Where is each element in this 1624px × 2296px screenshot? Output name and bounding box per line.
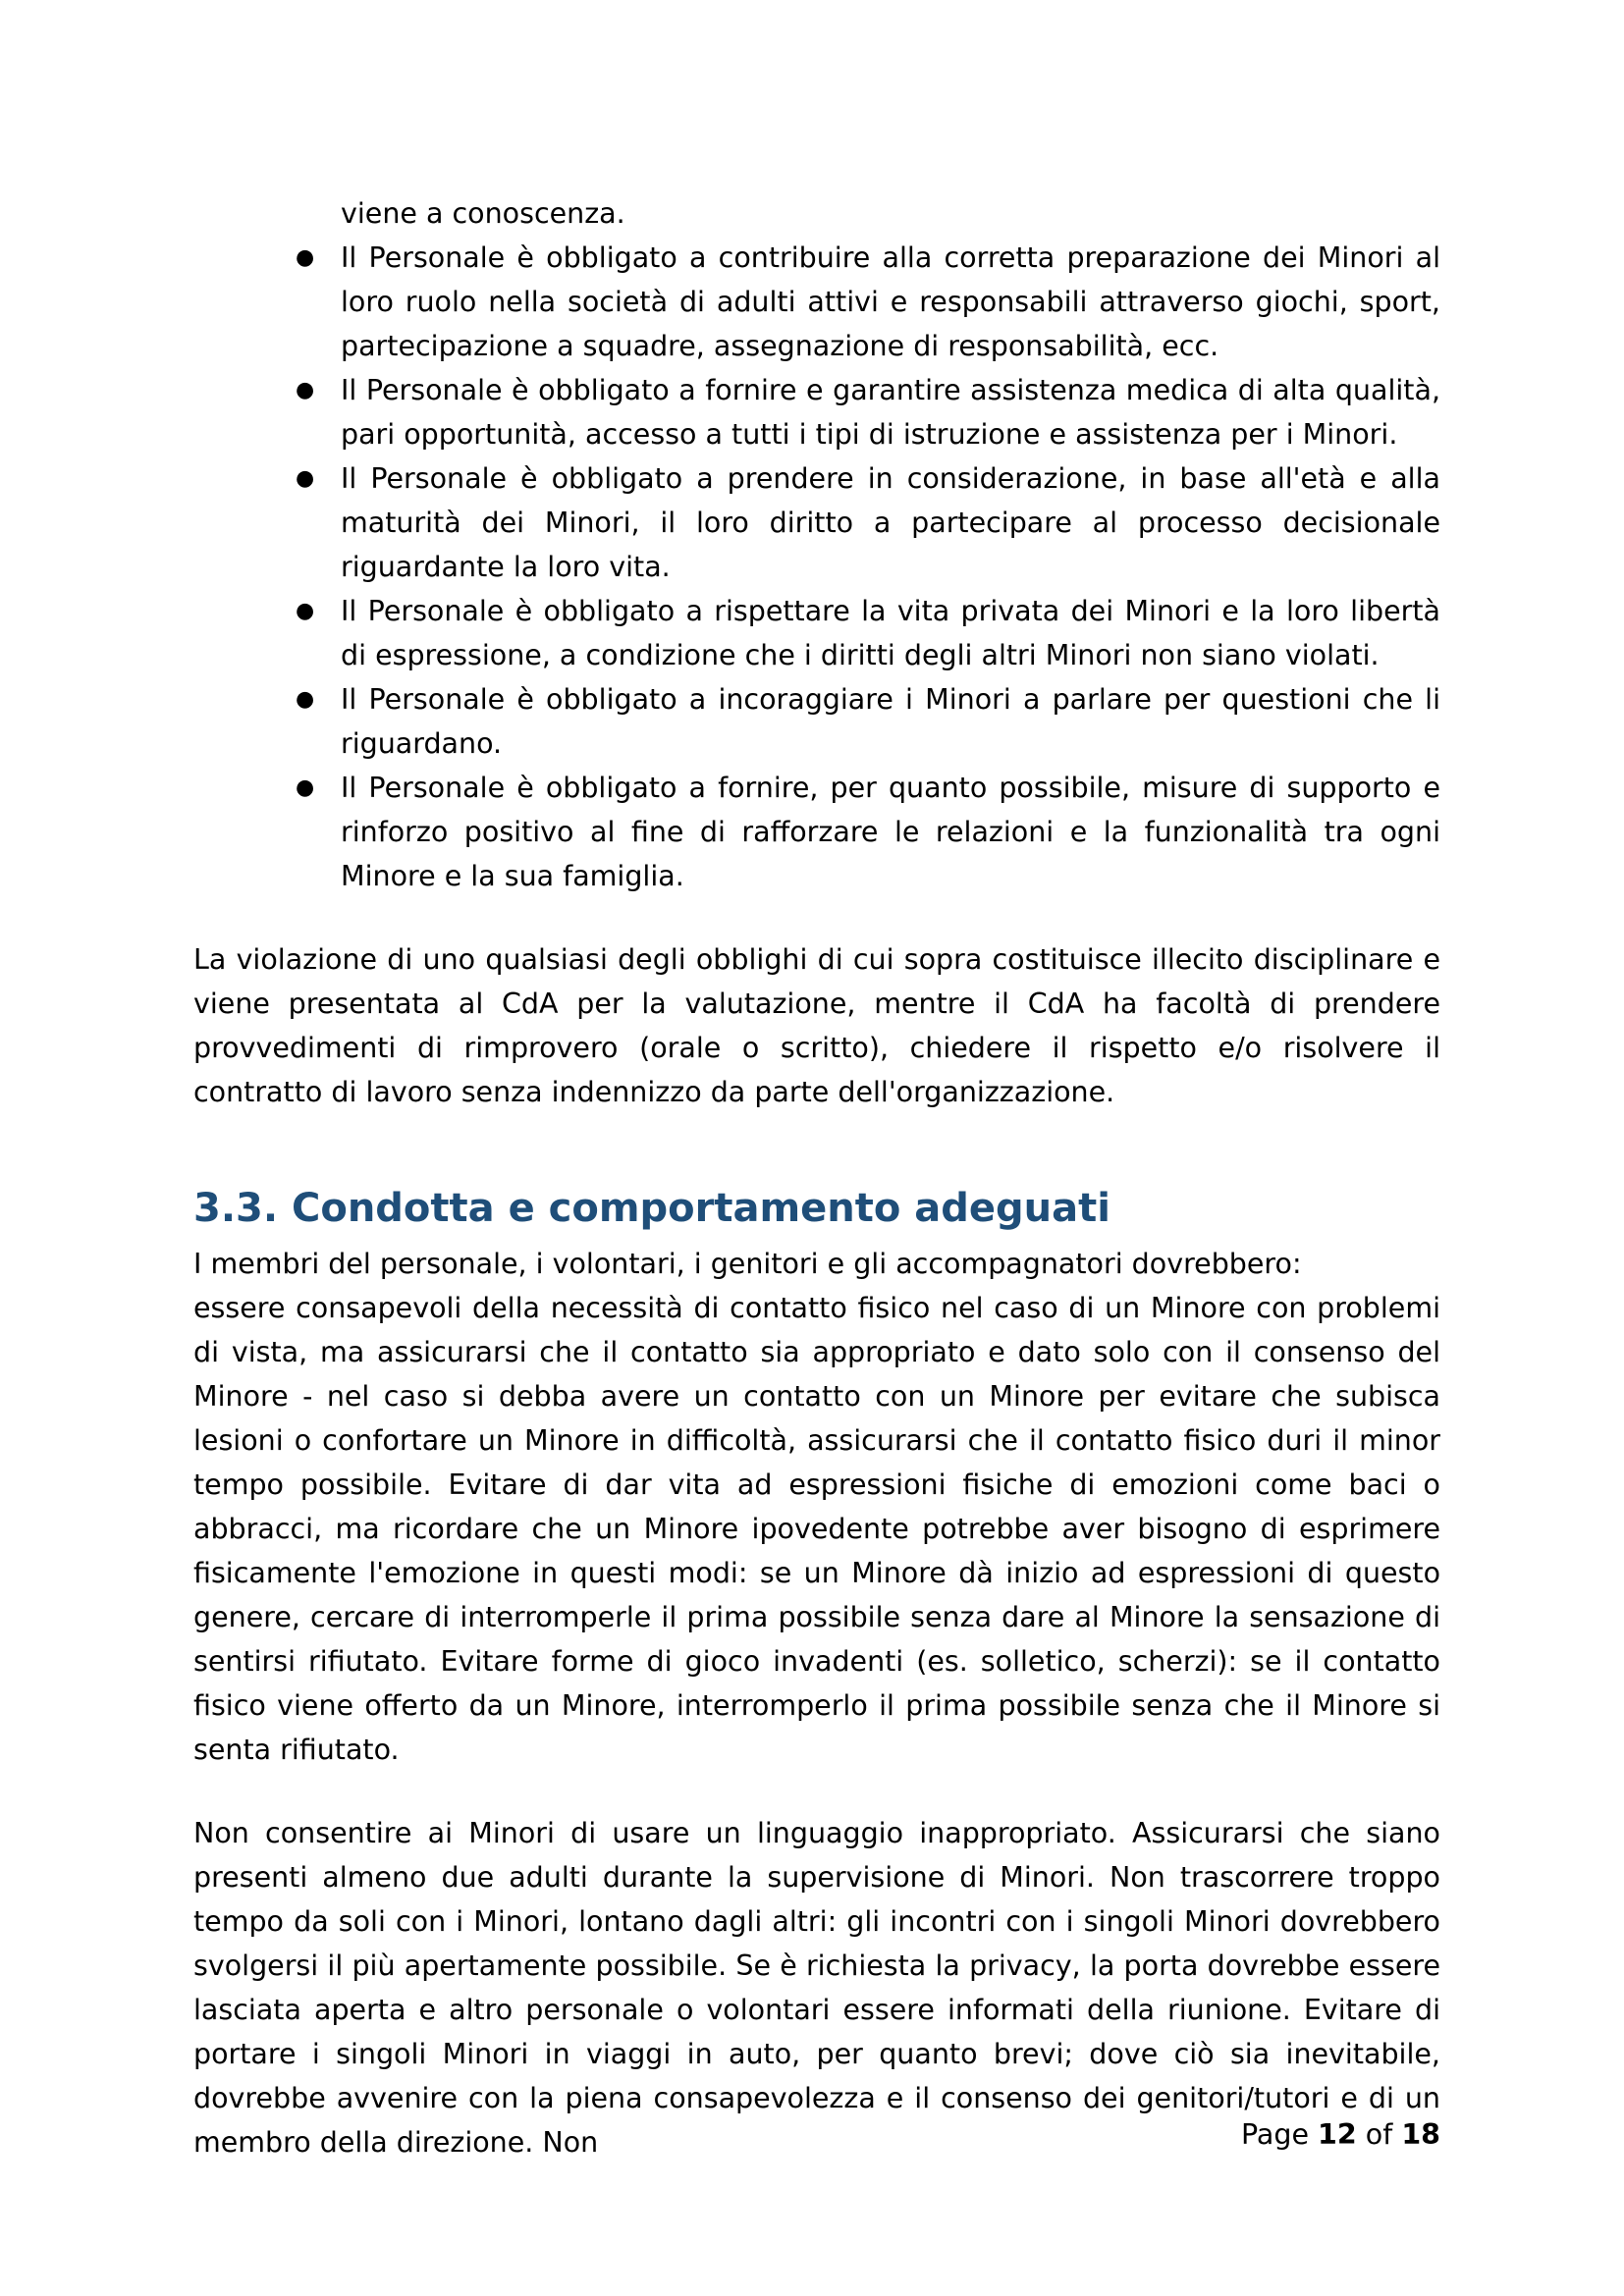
document-page bbox=[193, 191, 1440, 2164]
list-item-text: Il Personale è obbligato a incoraggiare i Minori a parlare per questioni che li riguardano. bbox=[341, 683, 1440, 760]
bullet-dot-icon: ● bbox=[296, 599, 315, 623]
page-footer bbox=[1241, 2112, 1440, 2157]
bullet-dot-icon: ● bbox=[296, 466, 315, 491]
bullet-dot-icon: ● bbox=[296, 378, 315, 402]
section-paragraph-2: Non consentire ai Minori di usare un linguaggio inappropriato. Assicurarsi che siano presenti almeno due adulti durante la supervisione di Minori. Non trascorrere troppo tempo da soli con i Minori, lontano dagli altri: gli incontri con i singoli Minori dovrebbero svolgersi il più apertamente possibile. Se è richiesta la privacy, la porta dovrebbe essere lasciata aperta e altro personale o volontari essere informati della riunione. Evitare di portare i singoli Minori in viaggi in auto, per quanto brevi; dove ciò sia inevitabile, dovrebbe avvenire con la piena consapevolezza e il consenso dei genitori/tutori e di un membro della direzione. Non bbox=[193, 1817, 1440, 2159]
bullet-dot-icon: ● bbox=[296, 775, 315, 800]
section-heading: 3.3. Condotta e comportamento adeguati bbox=[193, 1186, 1110, 1231]
list-item-text: Il Personale è obbligato a rispettare la vita privata dei Minori e la loro libertà di espressione, a condizione che i diritti degli altri Minori non siano violati. bbox=[341, 595, 1440, 671]
bullet-dot-icon: ● bbox=[296, 245, 315, 270]
obligations-list bbox=[193, 236, 1440, 898]
list-item-text: Il Personale è obbligato a fornire e garantire assistenza medica di alta qualità, pari opportunità, accesso a tutti i tipi di istruzione e assistenza per i Minori. bbox=[341, 374, 1440, 451]
page-number: 12 bbox=[1318, 2118, 1357, 2151]
of-word: of bbox=[1365, 2118, 1393, 2151]
list-item bbox=[193, 766, 1440, 898]
bullet-dot-icon: ● bbox=[296, 687, 315, 712]
section-intro: I membri del personale, i volontari, i genitori e gli accompagnatori dovrebbero: bbox=[193, 1248, 1302, 1280]
section-paragraph-1: essere consapevoli della necessità di contatto fisico nel caso di un Minore con problemi di vista, ma assicurarsi che il contatto sia appropriato e dato solo con il consenso del Minore - nel caso si debba avere un contatto con un Minore per evitare che subisca lesioni o confortare un Minore in difficoltà, assicurarsi che il contatto fisico duri il minor tempo possibile. Evitare di dar vita ad espressioni fisiche di emozioni come baci o abbracci, ma ricordare che un Minore ipovedente potrebbe aver bisogno di esprimere fisicamente l'emozione in questi modi: se un Minore dà inizio ad espressioni di questo genere, cercare di interromperle il prima possibile senza dare al Minore la sensazione di sentirsi rifiutato. Evitare forme di gioco invadenti (es. solletico, scherzi): se il contatto fisico viene offerto da un Minore, interromperlo il prima possibile senza che il Minore si senta rifiutato. bbox=[193, 1292, 1440, 1766]
total-pages: 18 bbox=[1401, 2118, 1440, 2151]
list-item-text: Il Personale è obbligato a contribuire alla corretta preparazione dei Minori al loro ruolo nella società di adulti attivi e responsabili attraverso giochi, sport, partecipazione a squadre, assegnazione di responsabilità, ecc. bbox=[341, 241, 1440, 362]
list-item bbox=[193, 456, 1440, 589]
list-item bbox=[193, 368, 1440, 456]
list-item-text: Il Personale è obbligato a prendere in considerazione, in base all'età e alla maturità dei Minori, il loro diritto a partecipare al processo decisionale riguardante la loro vita. bbox=[341, 462, 1440, 583]
list-item bbox=[193, 589, 1440, 677]
list-item bbox=[193, 677, 1440, 766]
list-item-text: Il Personale è obbligato a fornire, per quanto possibile, misure di supporto e rinforzo positivo al fine di rafforzare le relazioni e la funzionalità tra ogni Minore e la sua famiglia. bbox=[341, 772, 1440, 892]
violation-paragraph: La violazione di uno qualsiasi degli obblighi di cui sopra costituisce illecito disciplinare e viene presentata al CdA per la valutazione, mentre il CdA ha facoltà di prendere provvedimenti di rimprovero (orale o scritto), chiedere il rispetto e/o risolvere il contratto di lavoro senza indennizzo da parte dell'organizzazione. bbox=[193, 943, 1440, 1108]
page-word: Page bbox=[1240, 2118, 1309, 2151]
continuation-text: viene a conoscenza. bbox=[341, 197, 625, 230]
list-item bbox=[193, 236, 1440, 368]
